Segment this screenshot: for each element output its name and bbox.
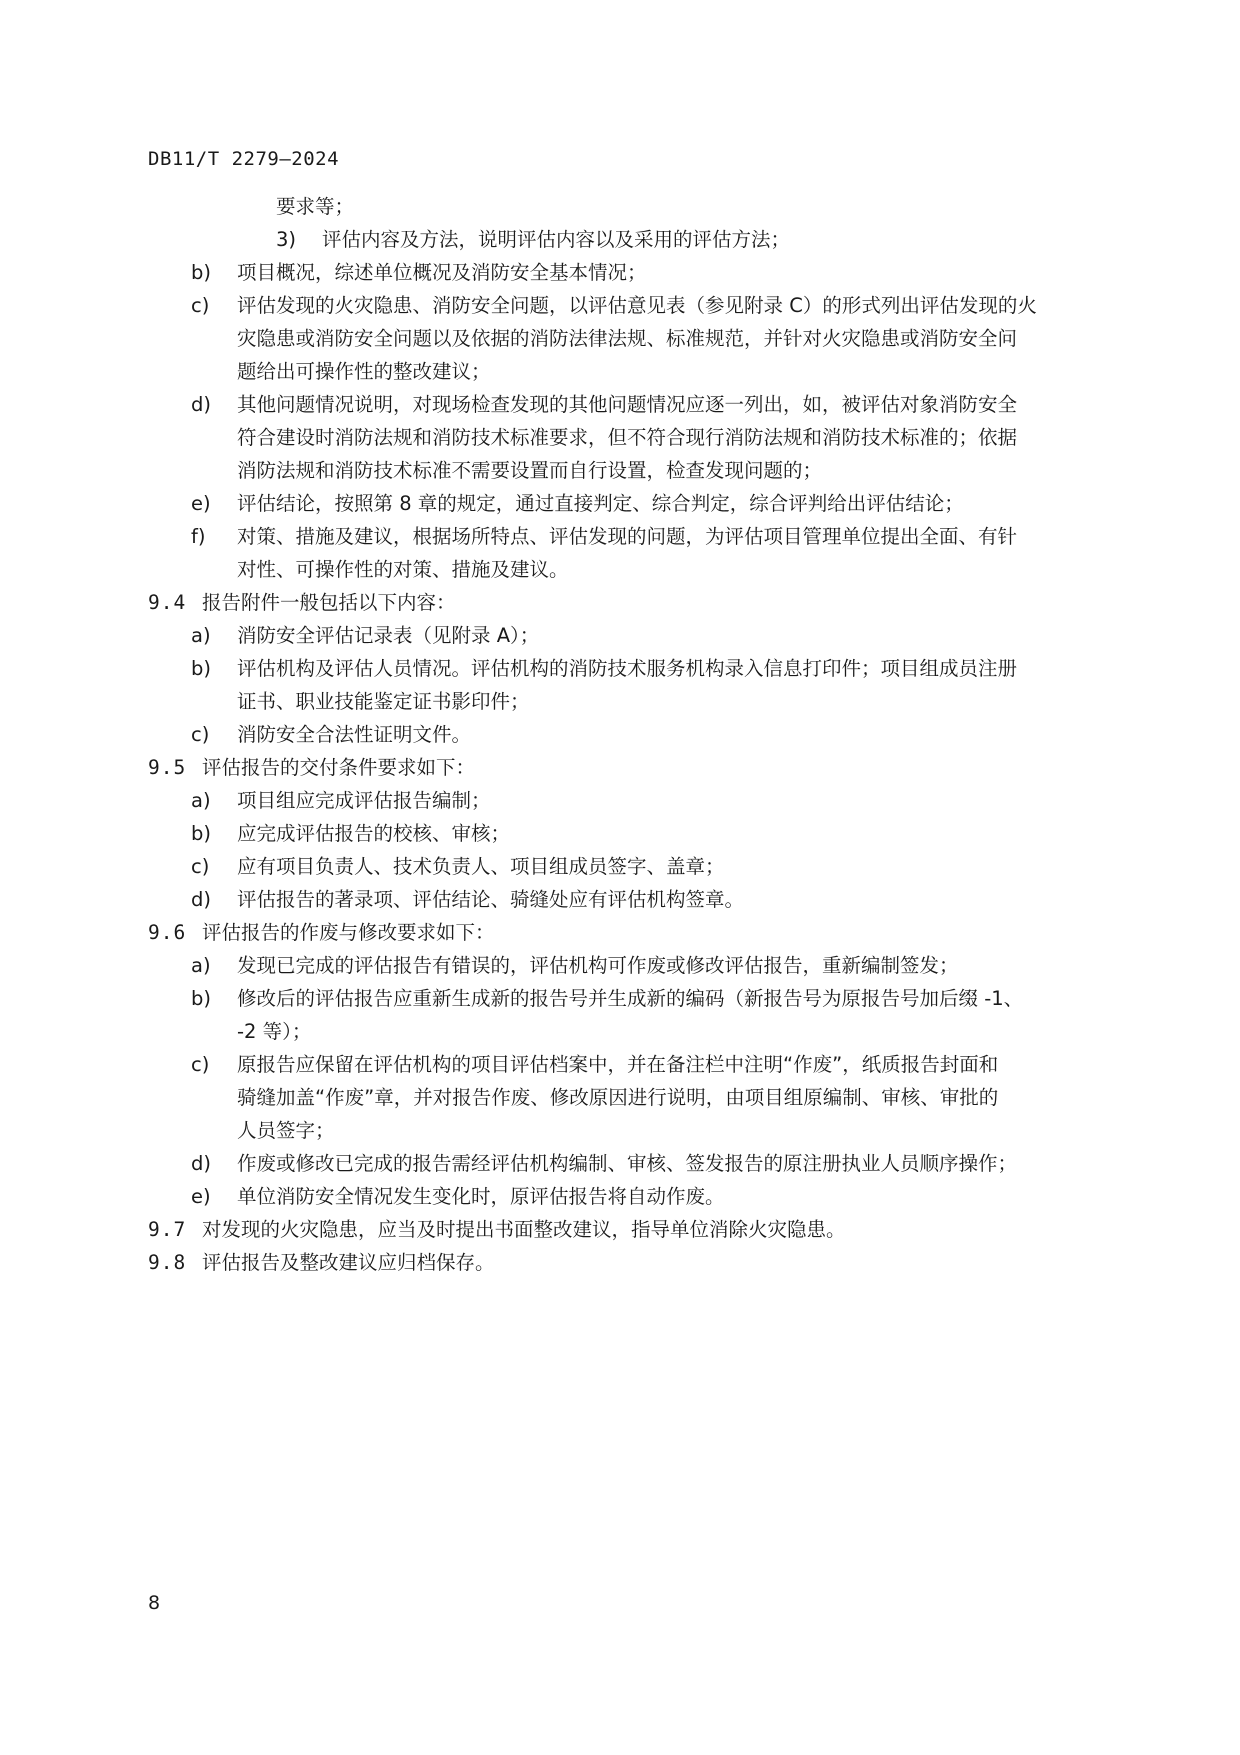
clause-line (148, 1213, 1128, 1246)
list-item (148, 850, 1128, 883)
list-marker: d) (191, 393, 211, 416)
list-item (148, 949, 1128, 982)
line-text: 消防安全合法性证明文件。 (237, 723, 472, 746)
line-text: 对性、可操作性的对策、措施及建议。 (237, 558, 569, 581)
standard-code: DB11/T 2279—2024 (148, 148, 340, 170)
continuation-line (148, 1114, 1128, 1147)
list-marker: d) (191, 888, 211, 911)
line-text: 符合建设时消防法规和消防技术标准要求，但不符合现行消防法规和消防技术标准的；依据 (237, 426, 1018, 449)
line-text: 对发现的火灾隐患，应当及时提出书面整改建议，指导单位消除火灾隐患。 (202, 1218, 846, 1241)
line-text: 评估报告的作废与修改要求如下： (202, 921, 495, 944)
list-marker: b) (191, 987, 211, 1010)
continuation-line (148, 322, 1128, 355)
list-item (148, 982, 1128, 1015)
line-text: 骑缝加盖“作废”章，并对报告作废、修改原因进行说明，由项目组原编制、审核、审批的 (237, 1086, 999, 1109)
line-text: 评估结论，按照第 8 章的规定，通过直接判定、综合判定，综合评判给出评估结论； (237, 492, 964, 515)
line-text: 项目概况，综述单位概况及消防安全基本情况； (237, 261, 647, 284)
line-text: 修改后的评估报告应重新生成新的报告号并生成新的编码（新报告号为原报告号加后缀 -1、 (237, 987, 1024, 1010)
list-marker: c) (191, 723, 210, 746)
list-marker: a) (191, 789, 211, 812)
continuation-line (148, 355, 1128, 388)
list-item (148, 1147, 1128, 1180)
line-text: 单位消防安全情况发生变化时，原评估报告将自动作废。 (237, 1185, 725, 1208)
list-marker: c) (191, 1053, 210, 1076)
list-marker: a) (191, 954, 211, 977)
list-item (148, 520, 1128, 553)
line-text: 评估报告的著录项、评估结论、骑缝处应有评估机构签章。 (237, 888, 745, 911)
line-text: 题给出可操作性的整改建议； (237, 360, 491, 383)
line-text: 评估机构及评估人员情况。评估机构的消防技术服务机构录入信息打印件；项目组成员注册 (237, 657, 1018, 680)
document-body (148, 190, 1128, 1279)
clause-number: 9.6 (148, 921, 187, 944)
clause-line (148, 1246, 1128, 1279)
continuation-line (148, 454, 1128, 487)
page-number: 8 (148, 1592, 161, 1614)
list-marker: d) (191, 1152, 211, 1175)
continuation-line (148, 421, 1128, 454)
line-text: 人员签字； (237, 1119, 335, 1142)
line-text: 其他问题情况说明，对现场检查发现的其他问题情况应逐一列出，如，被评估对象消防安全 (237, 393, 1018, 416)
continuation-line (148, 1015, 1128, 1048)
line-text: 应完成评估报告的校核、审核； (237, 822, 511, 845)
line-text: 评估发现的火灾隐患、消防安全问题，以评估意见表（参见附录 C）的形式列出评估发现的火 (237, 294, 1037, 317)
line-text: 项目组应完成评估报告编制； (237, 789, 491, 812)
list-marker: c) (191, 294, 210, 317)
clause-line (148, 916, 1128, 949)
line-text: 报告附件一般包括以下内容： (202, 591, 456, 614)
list-item (148, 256, 1128, 289)
clause-number: 9.5 (148, 756, 187, 779)
list-item (148, 652, 1128, 685)
list-marker: f) (191, 525, 206, 548)
list-item (148, 1048, 1128, 1081)
line-text: 应有项目负责人、技术负责人、项目组成员签字、盖章； (237, 855, 725, 878)
clause-number: 9.7 (148, 1218, 187, 1241)
line-text: 评估内容及方法，说明评估内容以及采用的评估方法； (322, 228, 791, 251)
list-item (148, 718, 1128, 751)
line-text: 发现已完成的评估报告有错误的，评估机构可作废或修改评估报告，重新编制签发； (237, 954, 959, 977)
line-text: 消防法规和消防技术标准不需要设置而自行设置，检查发现问题的； (237, 459, 823, 482)
list-marker: e) (191, 1185, 211, 1208)
continuation-line (148, 190, 1128, 223)
list-item (148, 619, 1128, 652)
line-text: 原报告应保留在评估机构的项目评估档案中，并在备注栏中注明“作废”，纸质报告封面和 (237, 1053, 999, 1076)
list-marker: c) (191, 855, 210, 878)
line-text: 证书、职业技能鉴定证书影印件； (237, 690, 530, 713)
line-text: 作废或修改已完成的报告需经评估机构编制、审核、签发报告的原注册执业人员顺序操作； (237, 1152, 1018, 1175)
list-marker: e) (191, 492, 211, 515)
list-marker: a) (191, 624, 211, 647)
clause-line (148, 586, 1128, 619)
list-item (148, 223, 1128, 256)
line-text: 对策、措施及建议，根据场所特点、评估发现的问题，为评估项目管理单位提出全面、有针 (237, 525, 1018, 548)
list-item (148, 1180, 1128, 1213)
line-text: 评估报告及整改建议应归档保存。 (202, 1251, 495, 1274)
list-marker: b) (191, 261, 211, 284)
line-text: 要求等； (276, 195, 355, 218)
list-item (148, 784, 1128, 817)
clause-line (148, 751, 1128, 784)
list-marker: b) (191, 657, 211, 680)
list-item (148, 487, 1128, 520)
line-text: -2 等）； (237, 1020, 312, 1043)
continuation-line (148, 553, 1128, 586)
line-text: 评估报告的交付条件要求如下： (202, 756, 476, 779)
list-marker: b) (191, 822, 211, 845)
continuation-line (148, 685, 1128, 718)
clause-number: 9.4 (148, 591, 187, 614)
list-item (148, 388, 1128, 421)
line-text: 消防安全评估记录表（见附录 A）； (237, 624, 540, 647)
list-item (148, 289, 1128, 322)
list-item (148, 883, 1128, 916)
continuation-line (148, 1081, 1128, 1114)
list-item (148, 817, 1128, 850)
line-text: 灾隐患或消防安全问题以及依据的消防法律法规、标准规范，并针对火灾隐患或消防安全问 (237, 327, 1018, 350)
list-marker: 3) (276, 228, 297, 251)
clause-number: 9.8 (148, 1251, 187, 1274)
